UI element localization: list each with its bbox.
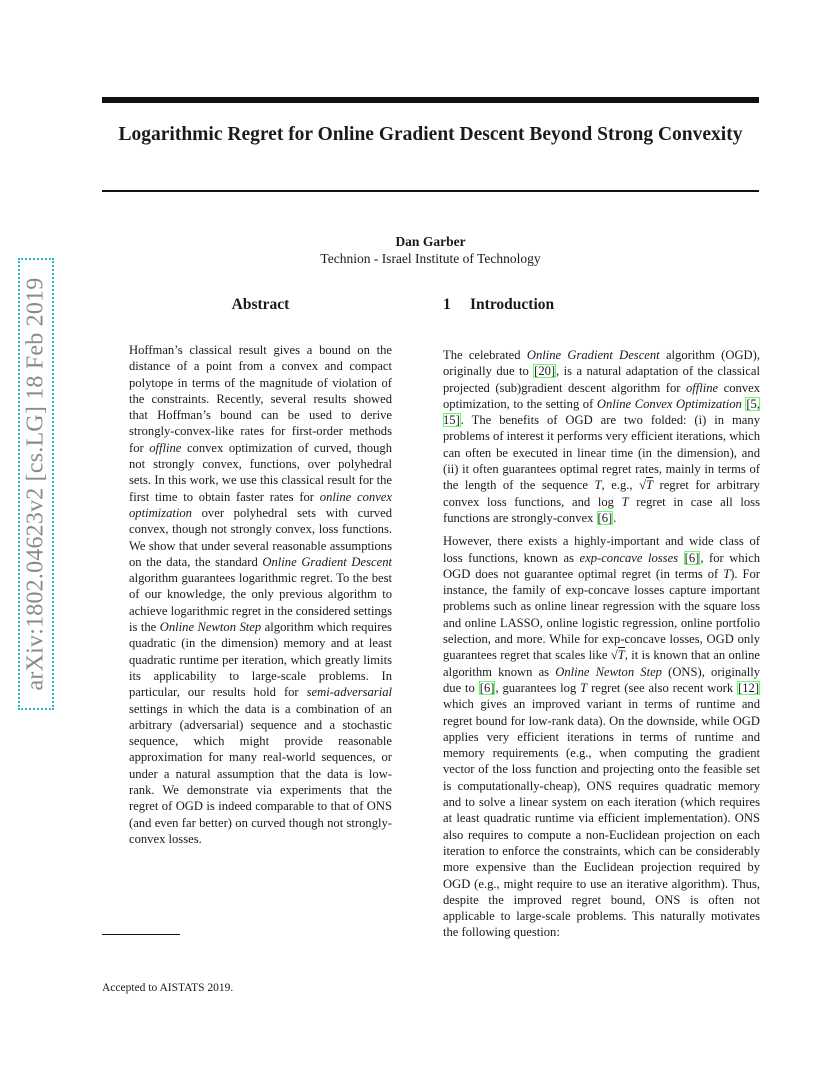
citation-link[interactable]: [12] bbox=[738, 680, 760, 695]
sqrt-symbol: √T bbox=[610, 648, 625, 663]
citation-link[interactable]: [20] bbox=[534, 364, 556, 379]
citation-link[interactable]: [6] bbox=[684, 550, 700, 565]
arxiv-stamp: arXiv:1802.04623v2 [cs.LG] 18 Feb 2019 bbox=[22, 277, 49, 691]
intro-paragraph-1: The celebrated Online Gradient Descent algorithm (OGD), originally due to [20], is a natural adaptation of the classical projected (sub)gradient descent algorithm for offline convex optimization, to the setting of Online Convex Optimization [5, 15]. The benefits of OGD are two folded: (i) in many problems of interest it performs very efficient iterations, which can often be executed in linear time (in the dimension), and (ii) it often guarantees optimal regret rates, mainly in terms of the length of the sequence T, e.g., √T regret for arbitrary convex loss functions, and log T regret in case all loss functions are strongly-convex [6]. bbox=[443, 348, 760, 525]
title-rule-bottom bbox=[102, 190, 759, 192]
sqrt-symbol: √T bbox=[639, 478, 653, 493]
abstract-heading: Abstract bbox=[231, 296, 290, 313]
abstract-body: Hoffman’s classical result gives a bound on the distance of a point from a convex and compact polytope in terms of the magnitude of violation of the constraints. Recently, several results showed that Hoffman’s bound can be used to derive strongly-convex-like rates for first-order methods for offline convex optimization of curved, though not strongly convex, functions, over polyhedral sets. In this work, we use this classical result for the first time to obtain faster rates for online convex optimization over polyhedral sets with curved convex, though not strongly convex, loss functions. We show that under several reasonable assumptions on the data, the standard Online Gradient Descent algorithm guarantees logarithmic regret. To the best of our knowledge, the only previous algorithm to achieve logarithmic regret in the considered settings is the Online Newton Step algorithm which requires quadratic (in the dimension) memory and at least quadratic runtime per iteration, which greatly limits its applicability to large-scale problems. In particular, our results hold for semi-adversarial settings in which the data is a combination of an arbitrary (adversarial) sequence and a stochastic sequence, which might provide reasonable approximation for many real-world sequences, or under a natural assumption that the data is low-rank. We demonstrate via experiments that the regret of OGD is indeed comparable to that of ONS (and even far better) on curved though not strongly-convex losses. bbox=[129, 343, 392, 846]
citation-link[interactable]: [6] bbox=[479, 680, 495, 695]
citation-link[interactable]: [5, 15] bbox=[443, 396, 760, 428]
paper-title: Logarithmic Regret for Online Gradient Descent Beyond Strong Convexity bbox=[118, 124, 743, 145]
section-number: 1 bbox=[443, 296, 451, 313]
author-affiliation: Technion - Israel Institute of Technology bbox=[320, 251, 541, 266]
title-rule-top bbox=[102, 97, 759, 103]
introduction-body bbox=[443, 347, 760, 948]
section-title: Introduction bbox=[470, 296, 555, 313]
footnote: Accepted to AISTATS 2019. bbox=[102, 982, 234, 994]
citation-link[interactable]: [6] bbox=[597, 510, 613, 525]
intro-paragraph-2: However, there exists a highly-important and wide class of loss functions, known as exp-concave losses [6], for which OGD does not guarantee optimal regret (in terms of T). For instance, the family of exp-concave losses capture important problems such as online linear regression with the square loss and online LASSO, online logistic regression, online portfolio selection, and more. While for exp-concave losses, OGD only guarantees regret that scales like √T, it is known that an online algorithm known as Online Newton Step (ONS), originally due to [6], guarantees log T regret (see also recent work [12] which gives an improved variant in terms of runtime and regret bound for low-rank data). On the downside, while OGD applies very efficient iterations in terms of runtime and memory requirements (e.g., when computing the gradient vector of the loss function and projecting onto the feasible set is computationally-cheap), ONS requires quadratic memory and to solve a linear system on each iteration (which requires at least quadratic runtime via efficient implementation). ONS also requires to compute a non-Euclidean projection on each iteration to enforce the constraints, which can be considerably more expensive than the Euclidean projection required by OGD (e.g., might require to use an iterative algorithm). Thus, despite the improved regret bound, ONS is often not applicable to large-scale problems. This naturally motivates the following question: bbox=[443, 534, 761, 940]
section-heading bbox=[443, 296, 554, 314]
footnote-rule bbox=[102, 934, 180, 935]
author-name: Dan Garber bbox=[395, 234, 466, 249]
